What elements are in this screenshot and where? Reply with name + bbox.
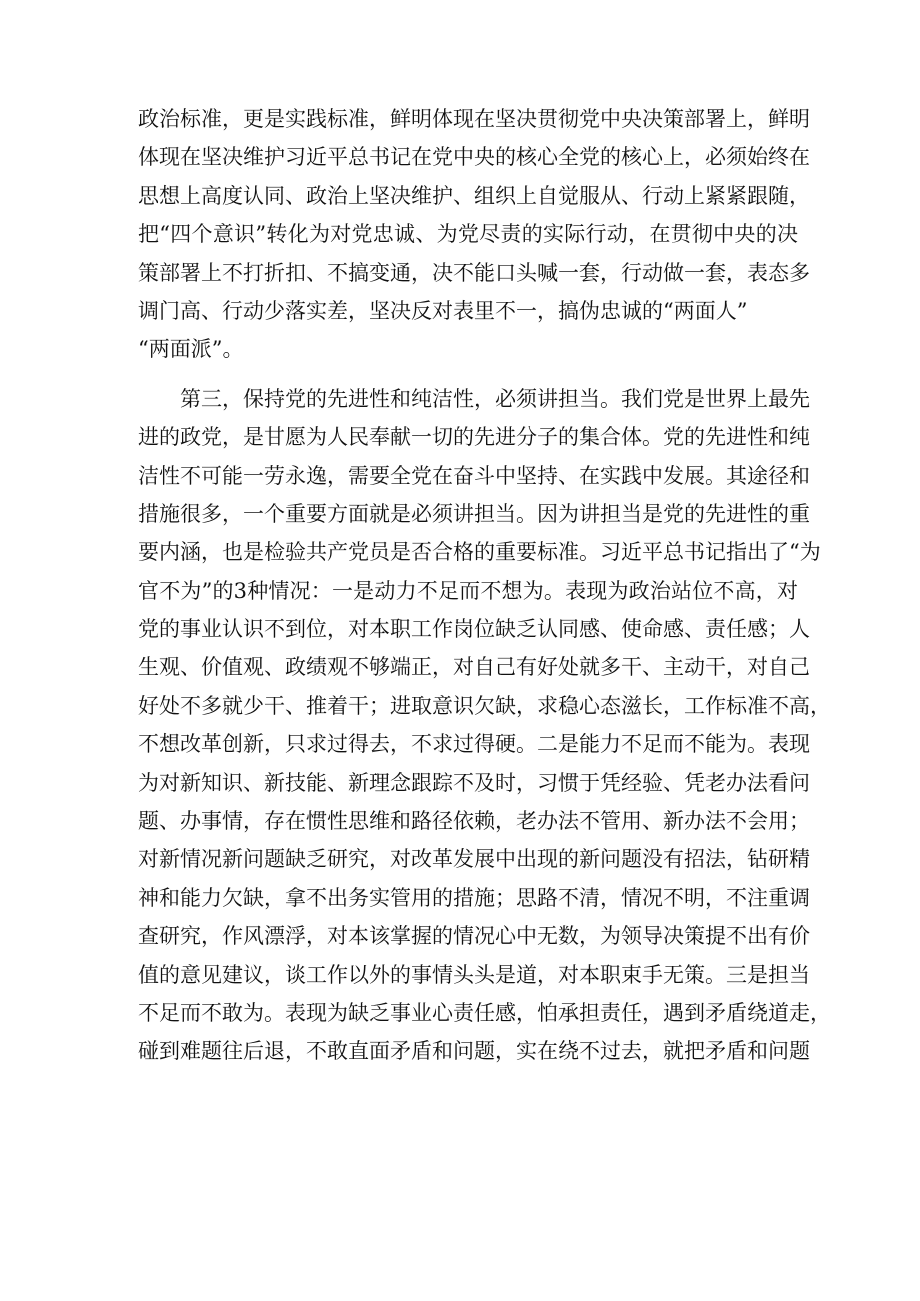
text-line: 生观、价值观、政绩观不够端正，对自己有好处就多干、主动干，对自己	[138, 655, 810, 680]
body-text	[138, 100, 831, 1071]
paragraph-1	[138, 100, 810, 369]
text-line: 思想上高度认同、政治上坚决维护、组织上自觉服从、行动上紧紧跟随，	[138, 183, 810, 208]
text-line: 第三，保持党的先进性和纯洁性，必须讲担当。我们党是世界上最先	[180, 386, 810, 411]
text-line: “两面派”。	[138, 337, 244, 362]
text-line: 要内涵，也是检验共产党员是否合格的重要标准。习近平总书记指出了“为	[138, 540, 821, 565]
text-line: 碰到难题往后退，不敢直面矛盾和问题，实在绕不过去，就把矛盾和问题	[138, 1039, 810, 1064]
text-line: 政治标准，更是实践标准，鲜明体现在坚决贯彻党中央决策部署上，鲜明	[138, 107, 810, 131]
text-line: 不想改革创新，只求过得去，不求过得硬。二是能力不足而不能为。表现	[138, 732, 810, 757]
text-line: 题、办事情，存在惯性思维和路径依赖，老办法不管用、新办法不会用；	[138, 809, 810, 834]
paragraph-2	[138, 380, 831, 1071]
text-line: 调门高、行动少落实差，坚决反对表里不一，搞伪忠诚的“两面人”	[138, 298, 748, 323]
text-line: 措施很多，一个重要方面就是必须讲担当。因为讲担当是党的先进性的重	[138, 501, 810, 526]
text-line: 好处不多就少干、推着干；进取意识欠缺，求稳心态滋长，工作标准不高，	[138, 693, 831, 718]
text-line: 进的政党，是甘愿为人民奉献一切的先进分子的集合体。党的先进性和纯	[138, 425, 810, 450]
text-line: 神和能力欠缺，拿不出务实管用的措施；思路不清，情况不明，不注重调	[138, 885, 810, 910]
text-line: 洁性不可能一劳永逸，需要全党在奋斗中坚持、在实践中发展。其途径和	[138, 463, 810, 488]
text-line: 查研究，作风漂浮，对本该掌握的情况心中无数，为领导决策提不出有价	[138, 924, 810, 949]
text-line: 党的事业认识不到位，对本职工作岗位缺乏认同感、使命感、责任感；人	[138, 617, 810, 642]
text-line: 值的意见建议，谈工作以外的事情头头是道，对本职束手无策。三是担当	[138, 962, 810, 987]
text-line: 策部署上不打折扣、不搞变通，决不能口头喊一套，行动做一套，表态多	[138, 260, 810, 285]
text-line: 把“四个意识”转化为对党忠诚、为党尽责的实际行动，在贯彻中央的决	[138, 222, 798, 247]
paragraph-spacer	[138, 369, 798, 380]
text-line: 官不为”的3种情况：一是动力不足而不想为。表现为政治站位不高，对	[138, 578, 798, 603]
text-line: 为对新知识、新技能、新理念跟踪不及时，习惯于凭经验、凭老办法看问	[138, 770, 810, 795]
text-line: 体现在坚决维护习近平总书记在党中央的核心全党的核心上，必须始终在	[138, 145, 810, 170]
text-line: 对新情况新问题缺乏研究，对改革发展中出现的新问题没有招法，钻研精	[138, 847, 810, 872]
text-line: 不足而不敢为。表现为缺乏事业心责任感，怕承担责任，遇到矛盾绕道走，	[138, 1000, 831, 1025]
